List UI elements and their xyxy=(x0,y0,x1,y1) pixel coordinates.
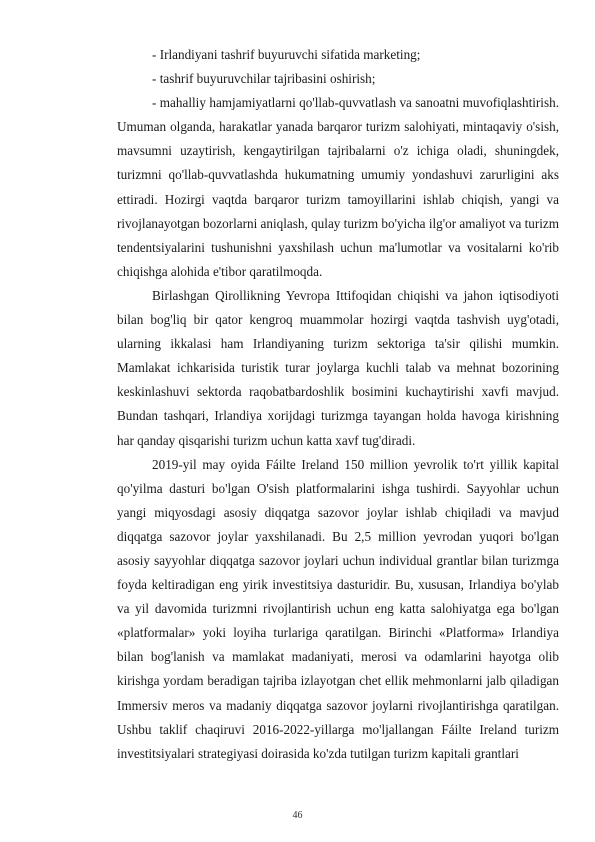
list-item-community-support: - mahalliy hamjamiyatlarni qo'llab-quvvatlash va sanoatni muvofiqlashtirish. Umuman olganda, harakatlar yanada barqaror turizm salohiyati, mintaqaviy o'sish, mavsumni uzaytirish, kengaytirilgan tajribalarni o'z ichiga oladi, shuningdek, turizmni qo'llab-quvvatlashda hukumatning umumiy yondashuvi zarurligini aks ettiradi. Hozirgi vaqtda barqaror turizm tamoyillarini ishlab chiqish, yangi va rivojlanayotgan bozorlarni aniqlash, qulay turizm bo'yicha ilg'or amaliyot va turizm tendentsiyalarini tushunishni yaxshilash uchun ma'lumotlar va vositalarni ko'rib chiqishga alohida e'tibor qaratilmoqda. xyxy=(117,95,560,279)
body-text xyxy=(117,43,559,766)
paragraph-brexit-risks: Birlashgan Qirollikning Yevropa Ittifoqidan chiqishi va jahon iqtisodiyoti bilan bog'liq bir qator kengroq muammolar hozirgi vaqtda tashvish uyg'otadi, ularning ikkalasi ham Irlandiyaning turizm sektoriga ta'sir qilishi mumkin. Mamlakat ichkarisida turistik turar joylarga kuchli talab va mehnat bozorining keskinlashuvi sektorda raqobatbardoshlik bosimini kuchaytirishi xavfi mavjud. Bundan tashqari, Irlandiya xorijdagi turizmga tayangan holda havoga kirishning har qanday qisqarishi turizm uchun katta xavf tug'diradi. xyxy=(117,287,559,448)
paragraph-growth-platforms: 2019-yil may oyida Fáilte Ireland 150 million yevrolik to'rt yillik kapital qo'yilma dasturi bo'lgan O'sish platformalarini ishga tushirdi. Sayyohlar uchun yangi miqyosdagi asosiy diqqatga sazovor joylar ishlab chiqiladi va mavjud diqqatga sazovor joylar yaxshilanadi. Bu 2,5 million yevrodan yuqori bo'lgan asosiy sayyohlar diqqatga sazovor joylari uchun individual grantlar bilan turizmga foyda keltiradigan eng yirik investitsiya dasturidir. Bu, xususan, Irlandiya bo'ylab va yil davomida turizmni rivojlantirish uchun eng katta salohiyatga ega bo'lgan «platformalar» yoki loyiha turlariga qaratilgan. Birinchi «Platforma» Irlandiya bilan bog'lanish va mamlakat madaniyati, merosi va odamlarini hayotga olib kirishga yordam beradigan tajriba izlayotgan chet ellik mehmonlarni jalb qiladigan Immersiv meros va madaniy diqqatga sazovor joylarni rivojlantirishga qaratilgan. Ushbu taklif chaqiruvi 2016-2022-yillarga mo'ljallangan Fáilte Ireland turizm investitsiyalari strategiyasi doirasida ko'zda tutilgan turizm kapitali grantlari xyxy=(117,456,559,761)
page-number: 46 xyxy=(292,810,303,821)
list-item-marketing: - Irlandiyani tashrif buyuruvchi sifatida marketing; xyxy=(152,47,421,62)
list-item-visitor-experience: - tashrif buyuruvchilar tajribasini oshirish; xyxy=(152,71,376,87)
